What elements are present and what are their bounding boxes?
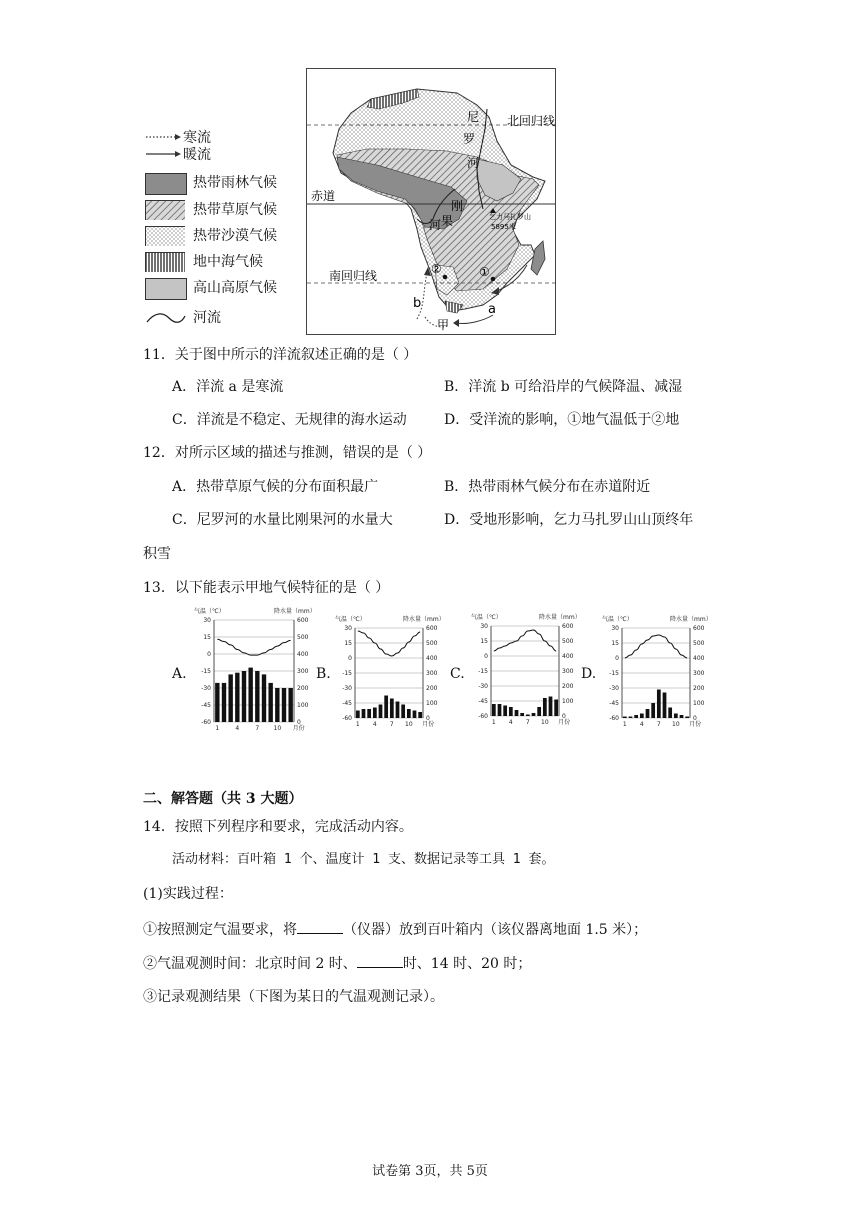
month-tick-label: 7: [525, 719, 530, 726]
temp-tick-label: -60: [201, 719, 211, 726]
precip-bar: [663, 693, 667, 719]
precip-tick-label: 600: [562, 623, 574, 630]
warm-current-label: 暖流: [183, 147, 211, 163]
month-tick-label: 10: [672, 721, 680, 728]
precip-tick-label: 500: [297, 634, 309, 641]
q14-step1: [143, 919, 647, 940]
desert-swatch: [145, 226, 185, 246]
temp-tick-label: -60: [609, 715, 619, 722]
precip-tick-label: 400: [297, 651, 309, 658]
cold-current-label: 寒流: [183, 130, 211, 146]
month-axis-title: 月份: [292, 725, 305, 732]
precip-bar: [509, 707, 513, 716]
temp-tick-label: 30: [344, 625, 352, 632]
temp-tick-label: -60: [478, 713, 488, 720]
q14-stem: 14．按照下列程序和要求，完成活动内容。: [143, 819, 413, 835]
precip-bar: [407, 709, 411, 718]
legend-label: 河流: [193, 310, 221, 326]
q13-option-b-label[interactable]: B.: [316, 666, 331, 682]
precip-bar: [685, 717, 689, 719]
temp-tick-label: -15: [342, 670, 352, 677]
q14-step2: [143, 953, 531, 974]
month-tick-label: 4: [639, 721, 644, 728]
q12-option-a[interactable]: A．热带草原气候的分布面积最广: [172, 479, 379, 495]
temp-tick-label: -30: [201, 685, 211, 692]
precip-axis-title: 降水量（mm）: [403, 616, 445, 623]
precip-bar: [215, 683, 219, 722]
temp-tick-label: 0: [615, 655, 619, 662]
page-footer: 试卷第 3页，共 5页: [372, 1164, 488, 1179]
temp-tick-label: 0: [207, 651, 211, 658]
legend-label: 热带草原气候: [193, 202, 277, 218]
precip-bar: [657, 690, 661, 719]
equator-label: 赤道: [311, 189, 336, 203]
precip-bar: [629, 717, 633, 719]
step1-blank[interactable]: [297, 919, 343, 934]
madagascar: [531, 241, 545, 275]
temp-axis-title: 气温（℃）: [602, 616, 633, 623]
precip-tick-label: 0: [297, 719, 301, 726]
precip-bar: [543, 698, 547, 716]
month-tick-label: 1: [622, 721, 627, 728]
precip-tick-label: 200: [297, 685, 309, 692]
month-tick-label: 4: [372, 721, 377, 728]
nile-char-3: 河: [467, 156, 480, 170]
precip-tick-label: 0: [693, 715, 697, 722]
precip-bar: [373, 708, 377, 719]
precip-tick-label: 400: [426, 655, 438, 662]
nile-char-1: 尼: [467, 110, 480, 124]
temp-tick-label: -60: [342, 715, 352, 722]
precip-tick-label: 100: [297, 702, 309, 709]
temp-tick-label: -45: [478, 698, 488, 705]
precip-tick-label: 500: [693, 640, 705, 647]
precip-bar: [537, 707, 541, 716]
precip-tick-label: 100: [426, 700, 438, 707]
precip-tick-label: 0: [562, 713, 566, 720]
legend-label: 热带雨林气候: [193, 175, 277, 191]
cold-current-legend: [145, 129, 245, 145]
precip-bar: [379, 705, 383, 719]
precip-tick-label: 600: [297, 617, 309, 624]
precip-tick-label: 300: [297, 668, 309, 675]
temp-tick-label: 0: [348, 655, 352, 662]
month-axis-title: 月份: [689, 721, 702, 728]
month-tick-label: 10: [541, 719, 549, 726]
precip-bar: [498, 704, 502, 716]
precip-tick-label: 300: [426, 670, 438, 677]
africa-climate-map: [306, 68, 556, 335]
precip-bar: [651, 703, 655, 718]
precip-axis-title: 降水量（mm）: [670, 616, 712, 623]
temp-axis-title: 气温（℃）: [194, 608, 225, 615]
current-b-label: b: [413, 296, 422, 311]
point-2-dot: [443, 275, 448, 280]
precip-axis-title: 降水量（mm）: [274, 608, 316, 615]
q13-option-a-label[interactable]: A.: [172, 666, 187, 682]
precip-bar: [554, 700, 558, 717]
tropic-capricorn-label: 南回归线: [329, 269, 378, 283]
tropic-cancer-label: 北回归线: [507, 114, 555, 128]
temperature-line: [494, 630, 556, 651]
precip-bar: [532, 713, 536, 716]
temperature-line: [625, 635, 687, 658]
month-tick-label: 1: [355, 721, 360, 728]
precip-bar: [674, 714, 678, 719]
dotted-arrow-icon: [145, 129, 181, 145]
temp-tick-label: -15: [478, 668, 488, 675]
precip-bar: [222, 683, 226, 722]
q13-stem: 13．以下能表示甲地气候特征的是（ ）: [143, 580, 390, 596]
temp-tick-label: -30: [342, 685, 352, 692]
congo-char-3: 河: [429, 218, 442, 232]
q12-option-d[interactable]: D．受地形影响，乞力马扎罗山山顶终年: [444, 512, 694, 528]
temperature-line: [217, 639, 290, 655]
month-axis-title: 月份: [558, 719, 571, 726]
q13-option-c-label[interactable]: C.: [450, 666, 465, 682]
precip-bar: [248, 668, 252, 722]
precip-bar: [640, 714, 644, 719]
place-jia-label: 甲: [437, 318, 450, 332]
temp-axis-title: 气温（℃）: [471, 614, 502, 621]
mountain-height-label: 5895米: [491, 223, 516, 231]
legend-label: 地中海气候: [193, 254, 263, 270]
precip-tick-label: 500: [426, 640, 438, 647]
q11-option-d[interactable]: D．受洋流的影响，①地气温低于②地: [444, 412, 680, 428]
month-tick-label: 7: [255, 725, 260, 732]
river-line-icon: [145, 308, 187, 328]
precip-bar: [367, 709, 371, 718]
climate-chart-b: [333, 614, 445, 732]
q12-option-b[interactable]: B．热带雨林气候分布在赤道附近: [444, 479, 651, 495]
precip-bar: [362, 709, 366, 718]
precip-bar: [646, 709, 650, 718]
precip-bar: [492, 704, 496, 716]
precip-tick-label: 0: [426, 715, 430, 722]
q12-option-c[interactable]: C．尼罗河的水量比刚果河的水量大: [172, 512, 393, 528]
q11-option-a[interactable]: A．洋流 a 是寒流: [172, 379, 284, 395]
precip-axis-title: 降水量（mm）: [539, 614, 581, 621]
temp-tick-label: -45: [201, 702, 211, 709]
temp-tick-label: 0: [484, 653, 488, 660]
precip-bar: [255, 671, 259, 722]
step2-suffix: 时、14 时、20 时；: [402, 956, 532, 972]
temp-tick-label: 30: [611, 625, 619, 632]
precip-bar: [262, 674, 266, 722]
temp-tick-label: -30: [478, 683, 488, 690]
q14-materials: 活动材料：百叶箱 1 个、温度计 1 支、数据记录等工具 1 套。: [172, 852, 555, 867]
legend-label: 热带沙漠气候: [193, 228, 277, 244]
month-axis-title: 月份: [422, 721, 435, 728]
precip-tick-label: 400: [562, 653, 574, 660]
point-2-label: ②: [431, 262, 442, 276]
precip-bar: [520, 713, 524, 716]
temp-tick-label: 15: [344, 640, 352, 647]
mediterranean-swatch: [145, 252, 185, 272]
point-1-dot: [491, 277, 496, 282]
month-tick-label: 10: [273, 725, 282, 732]
savanna-swatch: [145, 200, 185, 220]
precip-tick-label: 400: [693, 655, 705, 662]
congo-char-1: 刚: [451, 199, 464, 213]
point-1-label: ①: [479, 265, 490, 279]
solid-arrow-icon: [145, 146, 181, 162]
climate-chart-c: [469, 612, 581, 730]
temp-tick-label: 15: [611, 640, 619, 647]
precip-bar: [526, 715, 530, 717]
q11-option-c[interactable]: C．洋流是不稳定、无规律的海水运动: [172, 412, 407, 428]
precip-tick-label: 200: [693, 685, 705, 692]
precip-bar: [503, 706, 507, 717]
temp-tick-label: 15: [480, 638, 488, 645]
temp-tick-label: -15: [609, 670, 619, 677]
africa-map-svg: [307, 69, 555, 334]
month-tick-label: 4: [235, 725, 240, 732]
precip-bar: [418, 712, 422, 718]
q13-option-d-label[interactable]: D.: [581, 666, 597, 682]
temp-tick-label: -30: [609, 685, 619, 692]
precip-tick-label: 100: [693, 700, 705, 707]
month-tick-label: 4: [508, 719, 513, 726]
precip-bar: [634, 715, 638, 718]
precip-bar: [515, 710, 519, 716]
temp-tick-label: -45: [342, 700, 352, 707]
precip-bar: [680, 715, 684, 718]
step1-suffix: （仪器）放到百叶箱内（该仪器离地面 1.5 米）；: [343, 922, 648, 938]
warm-current-legend: [145, 146, 245, 162]
precip-bar: [275, 688, 279, 722]
month-tick-label: 10: [405, 721, 413, 728]
temp-axis-title: 气温（℃）: [335, 616, 366, 623]
temp-tick-label: -15: [201, 668, 211, 675]
precip-bar: [268, 683, 272, 722]
rainforest-swatch: [145, 173, 187, 195]
month-tick-label: 1: [215, 725, 220, 732]
month-tick-label: 7: [389, 721, 394, 728]
precip-bar: [390, 699, 394, 719]
precip-tick-label: 200: [426, 685, 438, 692]
temp-tick-label: -45: [609, 700, 619, 707]
precip-tick-label: 600: [693, 625, 705, 632]
temp-tick-label: 15: [203, 634, 211, 641]
month-tick-label: 1: [491, 719, 496, 726]
highland-swatch: [145, 278, 187, 300]
precip-bar: [356, 711, 360, 719]
q11-option-b[interactable]: B．洋流 b 可给沿岸的气候降温、减湿: [444, 379, 683, 395]
q14-step3: ③记录观测结果（下图为某日的气温观测记录）。: [143, 989, 444, 1005]
precip-bar: [549, 697, 553, 717]
precip-tick-label: 500: [562, 638, 574, 645]
climate-chart-a: [192, 606, 316, 736]
precip-bar: [384, 696, 388, 719]
precip-bar: [228, 674, 232, 722]
precip-bar: [401, 705, 405, 719]
mountain-name-label: 乞力马扎罗山: [489, 213, 531, 221]
climate-chart-d: [600, 614, 712, 732]
q12-stem: 12．对所示区域的描述与推测，错误的是（ ）: [143, 445, 432, 461]
step1-prefix: ①按照测定气温要求，将: [143, 922, 297, 938]
congo-char-2: 果: [441, 214, 454, 228]
temp-tick-label: 30: [203, 617, 211, 624]
precip-bar: [282, 688, 286, 722]
precip-bar: [668, 708, 672, 719]
section2-title: 二、解答题（共 3 大题）: [143, 791, 303, 807]
precip-bar: [396, 702, 400, 719]
precip-tick-label: 100: [562, 698, 574, 705]
precip-bar: [623, 717, 627, 719]
temperature-line: [358, 631, 420, 656]
q11-stem: 11．关于图中所示的洋流叙述正确的是（ ）: [143, 347, 418, 363]
precip-tick-label: 300: [693, 670, 705, 677]
precip-tick-label: 200: [562, 683, 574, 690]
nile-char-2: 罗: [463, 132, 476, 146]
precip-bar: [242, 671, 246, 722]
legend-label: 高山高原气候: [193, 280, 277, 296]
temp-tick-label: 30: [480, 623, 488, 630]
precip-tick-label: 600: [426, 625, 438, 632]
q14-sub1: (1)实践过程：: [143, 886, 233, 902]
precip-tick-label: 300: [562, 668, 574, 675]
month-tick-label: 7: [656, 721, 661, 728]
precip-bar: [413, 711, 417, 719]
step2-blank[interactable]: [357, 953, 403, 968]
q12-option-d-continued: 积雪: [143, 546, 171, 562]
precip-bar: [288, 688, 292, 722]
step2-prefix: ②气温观测时间：北京时间 2 时、: [143, 956, 357, 972]
current-a-label: a: [488, 302, 496, 317]
precip-bar: [235, 673, 239, 722]
